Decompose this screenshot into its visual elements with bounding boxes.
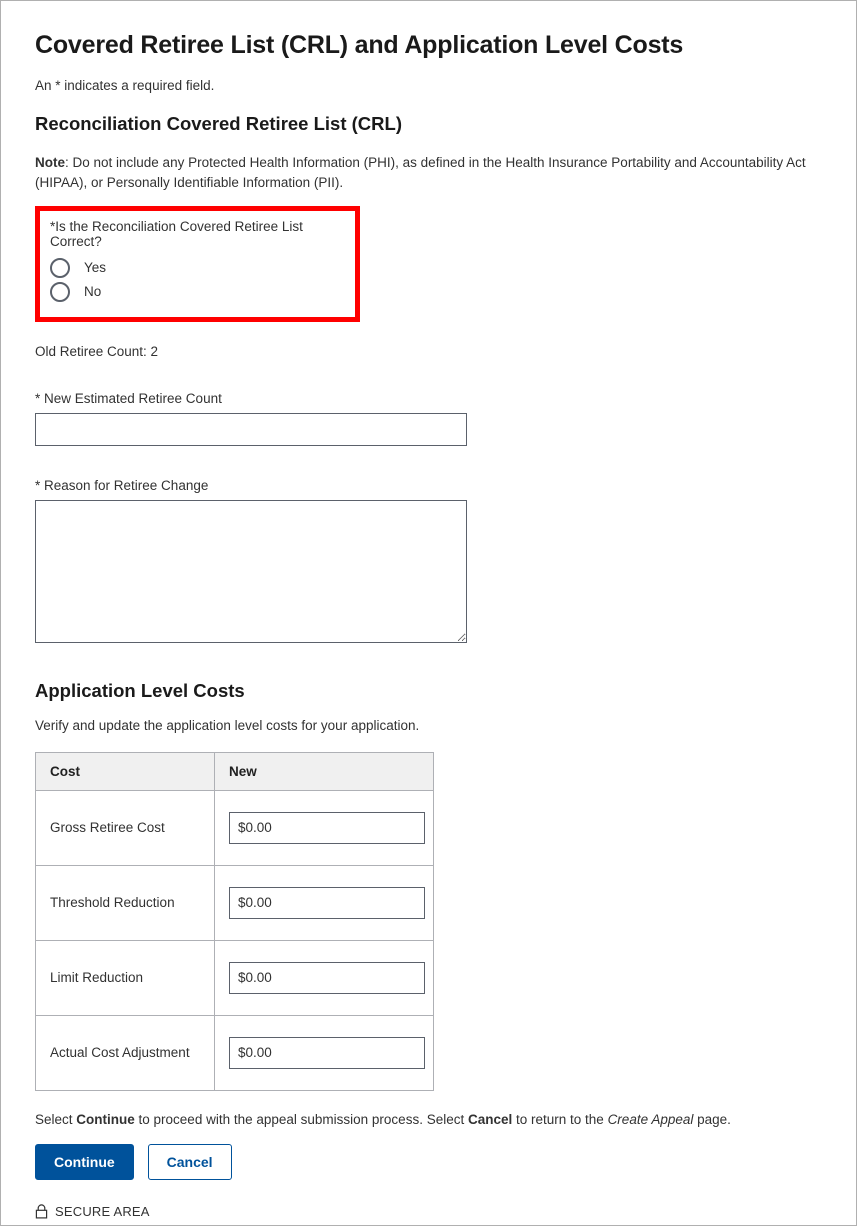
gross-retiree-cost-input[interactable] [229,812,425,844]
cost-value-cell [215,1015,434,1090]
radio-option-yes[interactable] [50,258,345,278]
cost-value-cell [215,865,434,940]
column-header-cost: Cost [36,752,215,790]
cost-value-cell [215,940,434,1015]
table-row [36,865,434,940]
form-actions [35,1144,822,1180]
crl-correct-question-highlight [35,206,360,322]
application-level-costs-heading: Application Level Costs [35,679,245,701]
secure-area-label: SECURE AREA [55,1203,150,1219]
cost-label-threshold-reduction: Threshold Reduction [36,865,215,940]
cost-label-gross-retiree-cost: Gross Retiree Cost [36,790,215,865]
cancel-button[interactable]: Cancel [148,1144,232,1180]
cost-value-cell [215,790,434,865]
application-level-costs-description: Verify and update the application level costs for your application. [35,717,420,733]
cost-label-actual-cost-adjustment: Actual Cost Adjustment [36,1015,215,1090]
instruction-create-appeal-word: Create Appeal [607,1111,694,1127]
note-text: : Do not include any Protected Health Information (PHI), as defined in the Health Insurance Portability and Accountability Act (HIPAA), or Personally Identifiable Information (PII). [35,155,806,190]
instruction-continue-word: Continue [76,1111,135,1127]
cost-label-limit-reduction: Limit Reduction [36,940,215,1015]
instruction-middle: to proceed with the appeal submission process. Select [134,1111,468,1127]
note-label: Note [35,155,65,170]
old-retiree-count: Old Retiree Count: 2 [35,343,159,359]
table-row [36,940,434,1015]
application-level-costs-table [35,752,434,1091]
radio-circle-icon[interactable] [50,282,70,302]
radio-option-no[interactable] [50,282,345,302]
column-header-new: New [215,752,434,790]
new-estimated-retiree-count-input[interactable] [35,413,467,446]
phi-note [35,153,822,192]
table-header-row [36,752,434,790]
radio-label-no: No [84,284,102,300]
reason-for-retiree-change-textarea[interactable] [35,500,467,643]
instruction-suffix: page. [693,1111,731,1127]
page-title: Covered Retiree List (CRL) and Application Level Costs [35,31,684,59]
secure-area-indicator [35,1204,822,1219]
lock-icon [35,1204,48,1219]
instruction-middle-2: to return to the [512,1111,608,1127]
radio-circle-icon[interactable] [50,258,70,278]
radio-label-yes: Yes [84,260,107,276]
table-row [36,1015,434,1090]
threshold-reduction-input[interactable] [229,887,425,919]
footer-instruction [35,1112,822,1127]
required-field-note: An * indicates a required field. [35,78,215,93]
crl-correct-question-label: *Is the Reconciliation Covered Retiree List Correct? [50,218,303,249]
limit-reduction-input[interactable] [229,962,425,994]
reason-for-retiree-change-label: * Reason for Retiree Change [35,477,209,493]
continue-button[interactable]: Continue [35,1144,134,1180]
instruction-prefix: Select [35,1111,77,1127]
crl-section-heading: Reconciliation Covered Retiree List (CRL) [35,113,402,134]
new-estimated-retiree-count-label: * New Estimated Retiree Count [35,390,222,406]
table-row [36,790,434,865]
actual-cost-adjustment-input[interactable] [229,1037,425,1069]
instruction-cancel-word: Cancel [467,1111,513,1127]
